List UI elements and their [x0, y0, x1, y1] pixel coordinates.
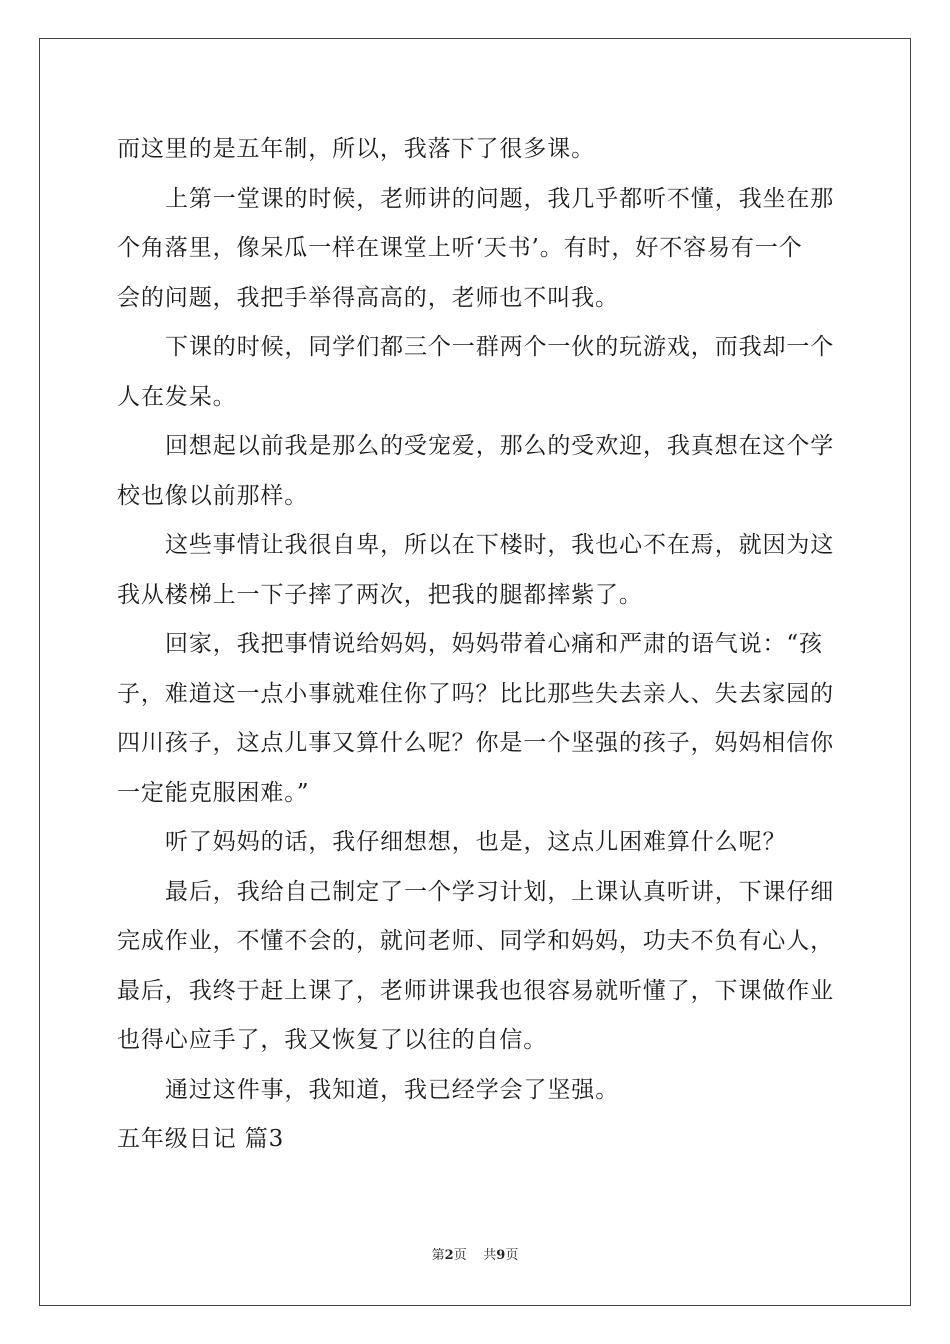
page-total-prefix: 共 — [483, 1248, 497, 1263]
page-footer — [0, 1244, 950, 1263]
text-line: 校也像以前那样。 — [117, 482, 309, 509]
text-line: 上第一堂课的时候，老师讲的问题，我几乎都听不懂，我坐在那 — [165, 185, 835, 212]
text-line: 个角落里，像呆瓜一样在课堂上听‘天书’。有时，好不容易有一个 — [117, 235, 803, 261]
text-line: 而这里的是五年制，所以，我落下了很多课。 — [117, 136, 595, 162]
text-line: 下课的时候，同学们都三个一群两个一伙的玩游戏，而我却一个 — [165, 334, 835, 360]
text-line: 听了妈妈的话，我仔细想想，也是，这点儿困难算什么呢？ — [165, 829, 787, 855]
text-line: 通过这件事，我知道，我已经学会了坚强。 — [165, 1076, 620, 1103]
document-body — [117, 125, 833, 1165]
page-number-prefix: 第 — [431, 1248, 445, 1263]
text-line: 人在发呆。 — [117, 383, 237, 410]
text-line: 回想起以前我是那么的受宠爱，那么的受欢迎，我真想在这个学 — [165, 433, 835, 459]
page-total-suffix: 页 — [505, 1248, 519, 1263]
text-line: 最后，我终于赶上课了，老师讲课我也很容易就听懂了，下课做作业 — [117, 977, 834, 1004]
text-line: 一定能克服困难。” — [117, 779, 310, 806]
page-number-suffix: 页 — [453, 1248, 467, 1263]
text-line: 会的问题，我把手举得高高的，老师也不叫我。 — [117, 284, 619, 311]
page-total: 9 — [496, 1248, 506, 1263]
text-line: 回家，我把事情说给妈妈，妈妈带着心痛和严肃的语气说：“孩 — [165, 631, 823, 657]
page-number-current: 2 — [444, 1248, 454, 1263]
text-line: 也得心应手了，我又恢复了以往的自信。 — [117, 1027, 548, 1053]
text-line: 我从楼梯上一下子摔了两次，把我的腿都摔紫了。 — [117, 581, 643, 608]
text-line: 四川孩子，这点儿事又算什么呢？你是一个坚强的孩子，妈妈相信你 — [117, 730, 834, 756]
text-line: 完成作业，不懂不会的，就问老师、同学和妈妈，功夫不负有心人， — [117, 928, 834, 954]
text-line: 这些事情让我很自卑，所以在下楼时，我也心不在焉，就因为这 — [165, 532, 835, 558]
section-heading: 五年级日记 篇3 — [117, 1126, 285, 1152]
text-line: 子，难道这一点小事就难住你了吗？比比那些失去亲人、失去家园的 — [117, 680, 834, 707]
text-line: 最后，我给自己制定了一个学习计划，上课认真听讲，下课仔细 — [165, 878, 835, 905]
